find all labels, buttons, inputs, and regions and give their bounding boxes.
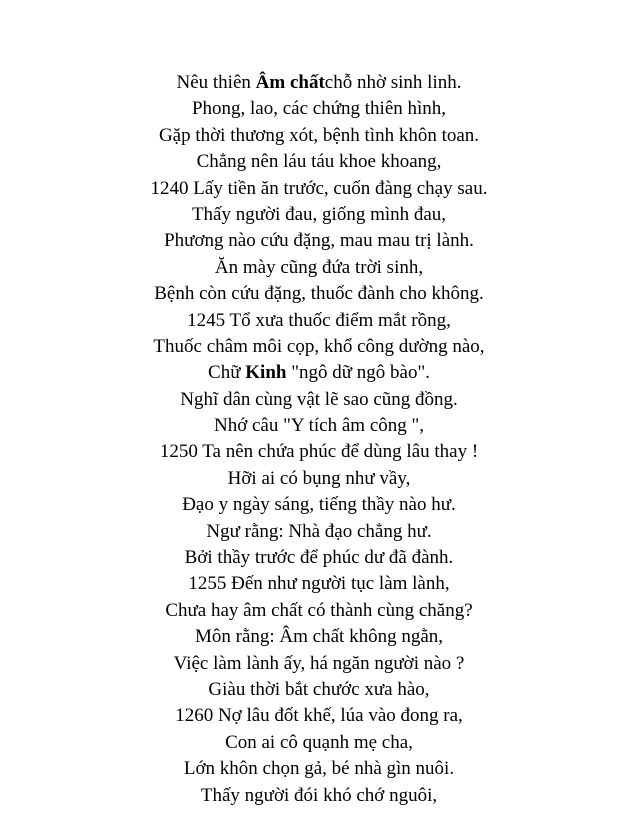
poem-line [0,545,638,571]
poem-line-text: Nêu thiên [176,72,256,93]
poem-line [0,334,638,360]
poem-line [0,519,638,545]
poem-line-text: 1250 Ta nên chứa phúc để dùng lâu thay ! [159,441,479,463]
poem-line [0,70,638,96]
poem-line-text: 1255 Đến như người tục làm lành, [188,573,450,595]
poem-line-text: 1245 Tổ xưa thuốc điểm mắt rồng, [187,309,451,331]
poem-line [0,677,638,703]
poem-line [0,228,638,254]
poem-line-text: Ngư rằng: Nhà đạo chẳng hư. [206,520,432,542]
poem-line-emphasis: Âm chất [255,72,325,93]
poem-line-text: 1260 Nợ lâu đốt khế, lúa vào đong ra, [175,705,463,727]
poem-line-text: Chưa hay âm chất có thành cùng chăng? [165,599,473,621]
poem-line [0,149,638,175]
poem-line-text: 1240 Lấy tiền ăn trước, cuốn đàng chạy sau. [150,177,488,199]
poem-line [0,281,638,307]
poem-line-text: Bởi thầy trước để phúc dư đã đành. [184,547,454,569]
poem-line [0,360,638,386]
poem-line-text: Việc làm lành ấy, há ngăn người nào ? [173,652,465,674]
poem-line-text: Gặp thời thương xót, bệnh tình khôn toan. [158,124,480,146]
poem-line-text: Phương nào cứu đặng, mau mau trị lành. [164,230,474,252]
poem-line [0,413,638,439]
poem-line-text: Chẳng nên láu táu khoe khoang, [196,151,442,173]
poem-line [0,387,638,413]
poem-line [0,756,638,782]
poem-body [0,70,638,809]
poem-line-text: Thấy người đói khó chớ nguôi, [200,784,438,806]
poem-line-text: Hỡi ai có bụng như vầy, [227,467,411,489]
poem-line-text: Ăn mày cũng đứa trời sinh, [214,256,424,278]
poem-line [0,730,638,756]
poem-line [0,783,638,809]
poem-line-text: Thuốc châm môi cọp, khổ công dường nào, [153,335,485,357]
poem-line-text: Nghĩ dân cùng vật lẽ sao cũng đồng. [180,388,458,410]
poem-line [0,176,638,202]
poem-line-text: Phong, lao, các chứng thiên hình, [191,98,447,120]
poem-line [0,624,638,650]
poem-line-text: chỗ nhờ sinh linh. [324,72,462,93]
poem-line [0,202,638,228]
poem-line [0,492,638,518]
poem-line-text: Thấy người đau, giống mình đau, [191,203,447,225]
poem-line [0,651,638,677]
poem-line [0,308,638,334]
poem-line-emphasis: Kinh [245,362,287,384]
poem-line-text: Đạo y ngày sáng, tiếng thầy nào hư. [182,494,456,516]
poem-line [0,439,638,465]
poem-line-text: Bệnh còn cứu đặng, thuốc đành cho không. [154,283,484,305]
poem-line [0,598,638,624]
poem-line [0,571,638,597]
poem-line-text: Môn rằng: Âm chất không ngằn, [194,626,443,648]
poem-line [0,703,638,729]
poem-line [0,466,638,492]
poem-line [0,255,638,281]
poem-line [0,123,638,149]
poem-line [0,96,638,122]
poem-line-text: Con ai cô quạnh mẹ cha, [225,731,413,753]
poem-line-text: Lớn khôn chọn gả, bé nhà gìn nuôi. [183,758,455,780]
poem-line-text: Nhớ câu "Y tích âm công ", [213,415,425,437]
poem-line-text: Chữ [208,362,246,384]
poem-line-text: "ngô dữ ngô bào". [286,362,430,384]
poem-line-text: Giàu thời bắt chước xưa hào, [208,678,430,700]
